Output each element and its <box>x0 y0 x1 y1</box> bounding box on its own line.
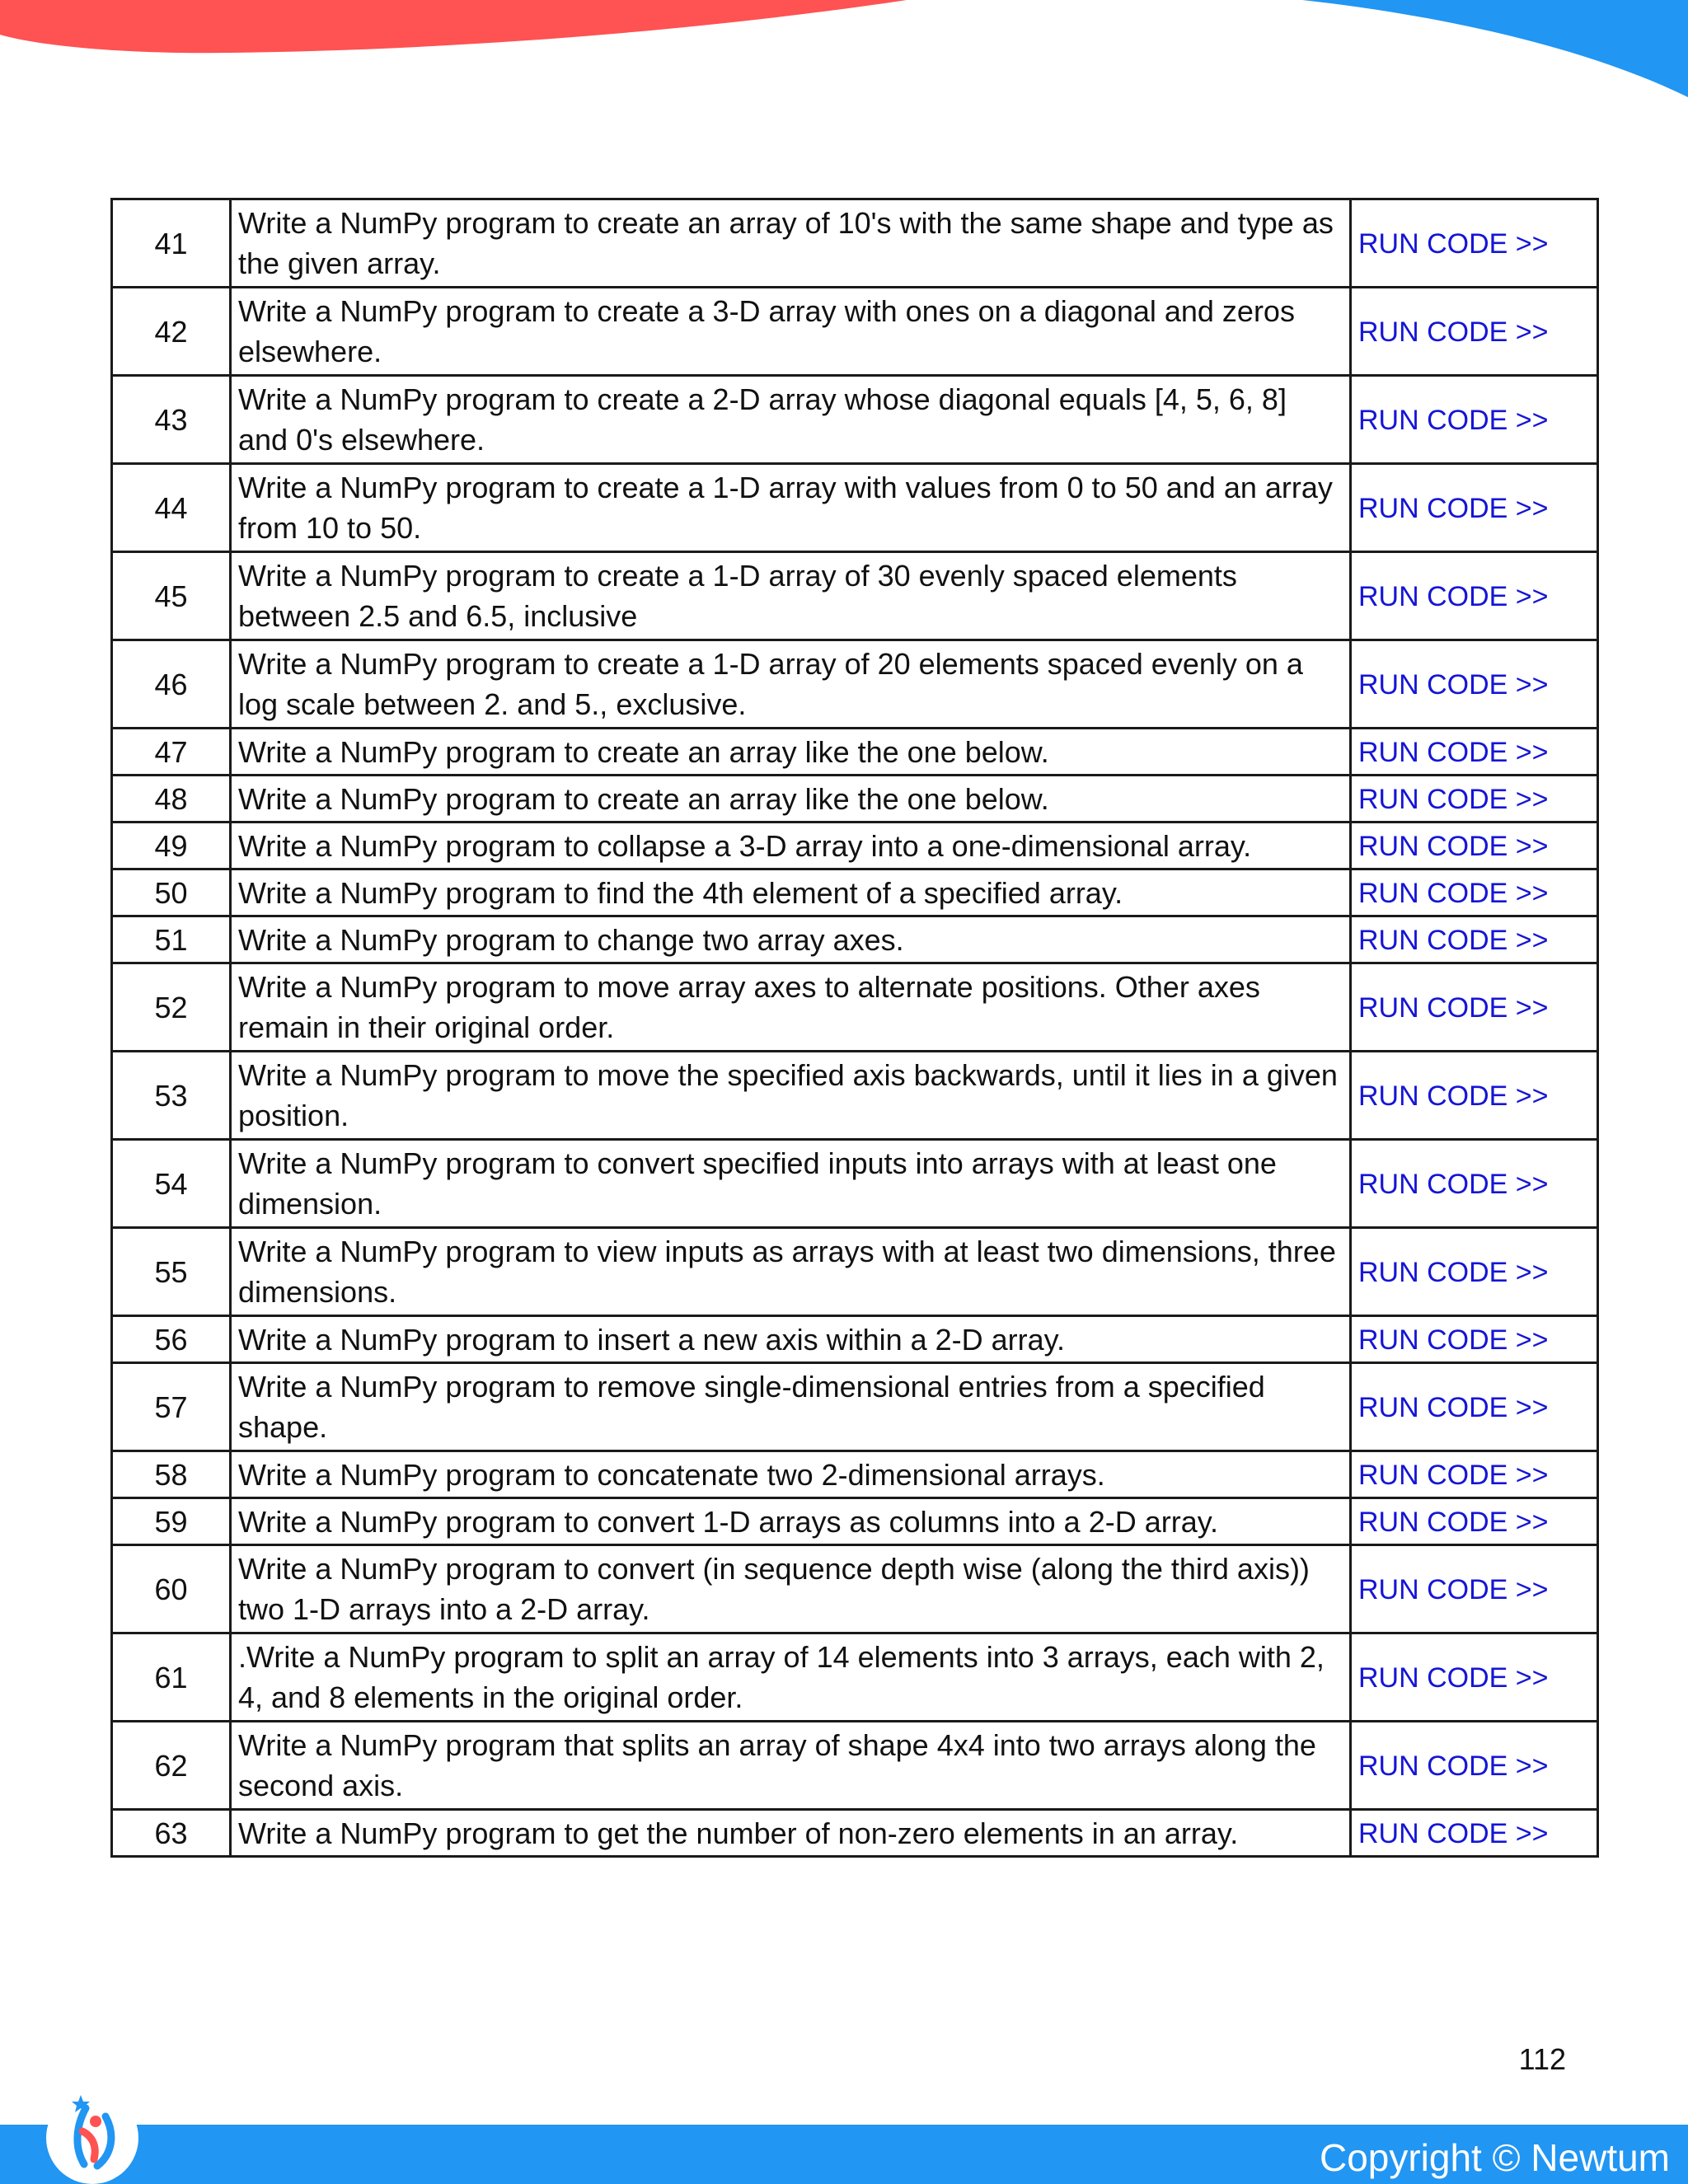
exercise-number: 51 <box>112 916 231 963</box>
run-code-link[interactable]: RUN CODE >> <box>1358 924 1549 956</box>
run-code-link[interactable]: RUN CODE >> <box>1358 227 1549 260</box>
exercise-number: 57 <box>112 1363 231 1451</box>
run-code-cell <box>1351 1451 1598 1498</box>
table-row <box>112 1052 1598 1140</box>
run-code-link[interactable]: RUN CODE >> <box>1358 1168 1549 1200</box>
exercise-description: Write a NumPy program to collapse a 3-D array into a one-dimensional array. <box>231 823 1351 869</box>
table-row <box>112 376 1598 464</box>
run-code-cell <box>1351 464 1598 552</box>
exercise-number: 49 <box>112 823 231 869</box>
run-code-link[interactable]: RUN CODE >> <box>1358 1506 1549 1538</box>
run-code-link[interactable]: RUN CODE >> <box>1358 1459 1549 1491</box>
exercise-description: Write a NumPy program to create a 1-D array of 20 elements spaced evenly on a log scale between 2. and 5., exclusive. <box>231 640 1351 729</box>
copyright-text: Copyright © Newtum <box>1319 2136 1670 2179</box>
table-row <box>112 640 1598 729</box>
run-code-cell <box>1351 1052 1598 1140</box>
exercise-number: 52 <box>112 963 231 1052</box>
run-code-cell <box>1351 1363 1598 1451</box>
exercise-description: Write a NumPy program to get the number of non-zero elements in an array. <box>231 1810 1351 1857</box>
run-code-cell <box>1351 1545 1598 1633</box>
run-code-cell <box>1351 776 1598 823</box>
table-row <box>112 552 1598 640</box>
exercise-description: Write a NumPy program to convert (in sequence depth wise (along the third axis)) two 1-D arrays into a 2-D array. <box>231 1545 1351 1633</box>
run-code-link[interactable]: RUN CODE >> <box>1358 1573 1549 1605</box>
run-code-link[interactable]: RUN CODE >> <box>1358 1324 1549 1356</box>
run-code-link[interactable]: RUN CODE >> <box>1358 736 1549 768</box>
table-row <box>112 823 1598 869</box>
run-code-cell <box>1351 869 1598 916</box>
exercise-description: Write a NumPy program to view inputs as arrays with at least two dimensions, three dimensions. <box>231 1228 1351 1316</box>
run-code-link[interactable]: RUN CODE >> <box>1358 877 1549 909</box>
table-row <box>112 1633 1598 1722</box>
table-row <box>112 1363 1598 1451</box>
run-code-cell <box>1351 199 1598 288</box>
run-code-cell <box>1351 1228 1598 1316</box>
run-code-cell <box>1351 1140 1598 1228</box>
exercise-number: 62 <box>112 1722 231 1810</box>
exercise-number: 60 <box>112 1545 231 1633</box>
table-row <box>112 1316 1598 1363</box>
run-code-link[interactable]: RUN CODE >> <box>1358 404 1549 436</box>
exercise-number: 63 <box>112 1810 231 1857</box>
run-code-link[interactable]: RUN CODE >> <box>1358 316 1549 348</box>
run-code-link[interactable]: RUN CODE >> <box>1358 580 1549 612</box>
exercise-number: 56 <box>112 1316 231 1363</box>
exercise-description: Write a NumPy program to remove single-dimensional entries from a specified shape. <box>231 1363 1351 1451</box>
run-code-cell <box>1351 376 1598 464</box>
table-row <box>112 288 1598 376</box>
exercise-number: 48 <box>112 776 231 823</box>
exercise-description: Write a NumPy program to create a 1-D array with values from 0 to 50 and an array from 10 to 50. <box>231 464 1351 552</box>
run-code-link[interactable]: RUN CODE >> <box>1358 783 1549 815</box>
run-code-cell <box>1351 1316 1598 1363</box>
exercise-number: 55 <box>112 1228 231 1316</box>
exercise-number: 41 <box>112 199 231 288</box>
exercise-number: 45 <box>112 552 231 640</box>
exercise-table-body <box>112 199 1598 1857</box>
exercise-description: Write a NumPy program to create a 1-D array of 30 evenly spaced elements between 2.5 and 6.5, inclusive <box>231 552 1351 640</box>
table-row <box>112 1228 1598 1316</box>
header-decoration <box>0 0 1688 107</box>
table-row <box>112 1451 1598 1498</box>
table-row <box>112 1810 1598 1857</box>
exercise-description: Write a NumPy program to concatenate two 2-dimensional arrays. <box>231 1451 1351 1498</box>
exercise-number: 53 <box>112 1052 231 1140</box>
exercise-description: Write a NumPy program to create a 3-D array with ones on a diagonal and zeros elsewhere. <box>231 288 1351 376</box>
exercise-number: 46 <box>112 640 231 729</box>
exercise-description: Write a NumPy program to create an array of 10's with the same shape and type as the given array. <box>231 199 1351 288</box>
run-code-cell <box>1351 552 1598 640</box>
red-wave-shape <box>0 0 907 53</box>
exercise-description: .Write a NumPy program to split an array of 14 elements into 3 arrays, each with 2, 4, and 8 elements in the original order. <box>231 1633 1351 1722</box>
exercise-number: 47 <box>112 729 231 776</box>
run-code-link[interactable]: RUN CODE >> <box>1358 1750 1549 1782</box>
exercise-description: Write a NumPy program to convert specified inputs into arrays with at least one dimension. <box>231 1140 1351 1228</box>
run-code-cell <box>1351 916 1598 963</box>
exercise-number: 42 <box>112 288 231 376</box>
table-row <box>112 776 1598 823</box>
table-row <box>112 1498 1598 1545</box>
exercise-number: 58 <box>112 1451 231 1498</box>
run-code-cell <box>1351 1633 1598 1722</box>
table-row <box>112 1140 1598 1228</box>
run-code-cell <box>1351 288 1598 376</box>
table-row <box>112 1545 1598 1633</box>
run-code-cell <box>1351 1498 1598 1545</box>
exercise-description: Write a NumPy program to create an array like the one below. <box>231 729 1351 776</box>
exercise-number: 59 <box>112 1498 231 1545</box>
table-row <box>112 869 1598 916</box>
exercise-description: Write a NumPy program to insert a new axis within a 2-D array. <box>231 1316 1351 1363</box>
run-code-link[interactable]: RUN CODE >> <box>1358 1661 1549 1694</box>
run-code-link[interactable]: RUN CODE >> <box>1358 830 1549 862</box>
page-number: 112 <box>1518 2042 1566 2076</box>
run-code-cell <box>1351 1810 1598 1857</box>
exercise-description: Write a NumPy program to move array axes to alternate positions. Other axes remain in their original order. <box>231 963 1351 1052</box>
table-row <box>112 963 1598 1052</box>
table-row <box>112 1722 1598 1810</box>
table-row <box>112 729 1598 776</box>
run-code-link[interactable]: RUN CODE >> <box>1358 1391 1549 1423</box>
run-code-link[interactable]: RUN CODE >> <box>1358 1256 1549 1288</box>
exercise-number: 54 <box>112 1140 231 1228</box>
exercise-description: Write a NumPy program to create an array like the one below. <box>231 776 1351 823</box>
run-code-link[interactable]: RUN CODE >> <box>1358 991 1549 1024</box>
exercise-number: 44 <box>112 464 231 552</box>
exercise-number: 50 <box>112 869 231 916</box>
exercise-description: Write a NumPy program to find the 4th element of a specified array. <box>231 869 1351 916</box>
run-code-link[interactable]: RUN CODE >> <box>1358 1080 1549 1112</box>
exercise-description: Write a NumPy program to move the specified axis backwards, until it lies in a given position. <box>231 1052 1351 1140</box>
run-code-cell <box>1351 640 1598 729</box>
exercise-table <box>110 198 1599 1858</box>
table-row <box>112 916 1598 963</box>
exercise-description: Write a NumPy program to convert 1-D arrays as columns into a 2-D array. <box>231 1498 1351 1545</box>
run-code-cell <box>1351 963 1598 1052</box>
run-code-cell <box>1351 729 1598 776</box>
run-code-cell <box>1351 823 1598 869</box>
run-code-link[interactable]: RUN CODE >> <box>1358 668 1549 701</box>
exercise-number: 43 <box>112 376 231 464</box>
exercise-number: 61 <box>112 1633 231 1722</box>
blue-wave-shape <box>1302 0 1688 97</box>
run-code-link[interactable]: RUN CODE >> <box>1358 492 1549 524</box>
table-row <box>112 464 1598 552</box>
run-code-cell <box>1351 1722 1598 1810</box>
exercise-description: Write a NumPy program that splits an array of shape 4x4 into two arrays along the second axis. <box>231 1722 1351 1810</box>
exercise-description: Write a NumPy program to change two array axes. <box>231 916 1351 963</box>
exercise-description: Write a NumPy program to create a 2-D array whose diagonal equals [4, 5, 6, 8] and 0's elsewhere. <box>231 376 1351 464</box>
run-code-link[interactable]: RUN CODE >> <box>1358 1817 1549 1849</box>
table-row <box>112 199 1598 288</box>
newtum-logo-icon <box>43 2083 142 2184</box>
